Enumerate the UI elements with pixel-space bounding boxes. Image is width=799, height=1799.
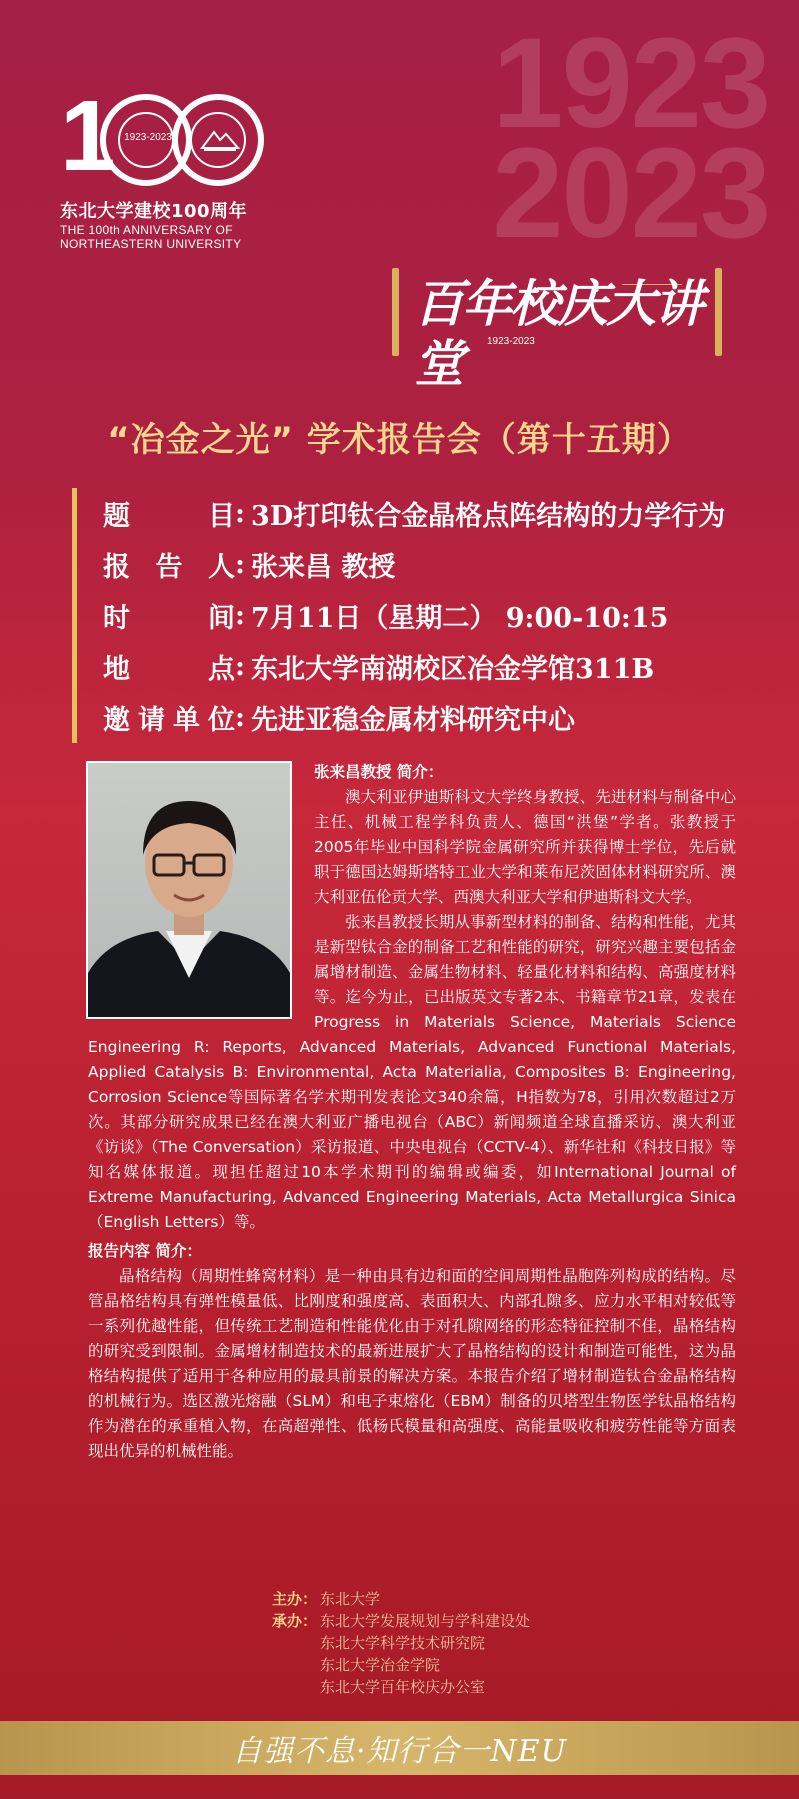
organizer-host-label: 主办：: [272, 1590, 318, 1608]
info-label-venue: 地点: [103, 654, 235, 685]
speaker-bio: [88, 760, 736, 1464]
bio-paragraph-1: 澳大利亚伊迪斯科文大学终身教授、先进材料与制备中心主任、机械工程学科负责人、德国“洪堡”学者。张教授于2005年毕业中国科学院金属研究所并获得博士学位，先后就职于德国达姆斯塔特工业大学和莱布尼茨固体材料研究所、澳大利亚伍伦贡大学、西澳大利亚大学和伊迪斯科文大学。: [314, 788, 736, 906]
organizer-co-1: 东北大学发展规划与学科建设处: [320, 1612, 531, 1630]
centennial-logo: [60, 80, 260, 251]
info-row-host-unit: 邀请单位 : 先进亚稳金属材料研究中心: [103, 692, 799, 743]
organizer-co-3: 东北大学冶金学院: [320, 1656, 441, 1674]
logo-chinese-name: 东北大学建校100周年: [60, 201, 248, 222]
badge-bar-left: [392, 268, 399, 356]
background-year-1923: 1923: [492, 12, 769, 155]
footer-motto: 自强不息·知行合一NEU: [232, 1734, 567, 1769]
info-row-time: 时间 : 7月11日（星期二） 9:00-10:15: [103, 590, 799, 641]
background-year-2023: 2023: [492, 122, 769, 265]
info-value-venue: 东北大学南湖校区冶金学馆311B: [251, 654, 655, 685]
organizer-co-4: 东北大学百年校庆办公室: [320, 1678, 486, 1696]
info-label-host-unit: 邀请单位: [103, 705, 235, 736]
info-row-speaker: 报告人 : 张来昌 教授: [103, 539, 799, 590]
talk-info-block: [72, 488, 799, 743]
info-value-time: 7月11日（星期二） 9:00-10:15: [251, 603, 669, 634]
logo-digit-one: 1: [60, 80, 116, 192]
organizer-host-row: [272, 1588, 530, 1610]
series-title: “冶金之光” 学术报告会（第十五期）: [107, 420, 692, 460]
bio-paragraph-2: 张来昌教授长期从事新型材料的制备、结构和性能，尤其是新型钛合金的制备工艺和性能的研究，研究兴趣主要包括金属增材制造、金属生物材料、轻量化材料和结构、高强度材料等。迄今为止，已出版英文专著2本、书籍章节21章，发表在Progress in Materials Science, Materials Science Engineering R: Reports, Advanced Materials, Advanced Functional Materials, Applied Catalysis B: Environmental, Acta Materialia, Composites B: Engineering, Corrosion Science等国际著名学术期刊发表论文340余篇，H指数为78，引用次数超过2万次。其部分研究成果已经在澳大利亚广播电视台（ABC）新闻频道全球直播采访、澳大利亚《访谈》（The Conversation）采访报道、中央电视台（CCTV-4）、新华社和《科技日报》等知名媒体报道。现担任超过10本学术期刊的编辑或编委，如International Journal of Extreme Manufacturing, Advanced Engineering Materials, Acta Metallurgica Sinica （English Letters）等。: [88, 913, 736, 1231]
organizer-co-row: [272, 1610, 530, 1632]
mountain-icon: [200, 126, 240, 152]
info-label-speaker: 报告人: [103, 552, 235, 583]
info-value-speaker: 张来昌 教授: [251, 552, 396, 583]
logo-years: 1923-2023: [124, 132, 172, 143]
logo-english-line-1: THE 100th ANNIVERSARY OF: [60, 223, 233, 237]
organizers: [272, 1588, 530, 1698]
content-paragraph: 晶格结构（周期性蜂窝材料）是一种由具有边和面的空间周期性晶胞阵列构成的结构。尽管晶格结构具有弹性模量低、比刚度和强度高、表面积大、内部孔隙多、应力水平相对较低等一系列优越性能，但传统工艺制造和性能优化由于对孔隙网络的形态特征控制不佳，晶格结构的研究受到限制。金属增材制造技术的最新进展扩大了晶格结构的设计和制造可能性，这为晶格结构提供了适用于各种应用的最具前景的解决方案。本报告介绍了增材制造钛合金晶格结构的机械行为。选区激光熔融（SLM）和电子束熔化（EBM）制备的贝塔型生物医学钛晶格结构作为潜在的承重植入物，在高超弹性、低杨氏模量和高强度、高能量吸收和疲劳性能等方面表现出优异的机械性能。: [88, 1267, 736, 1460]
info-label-topic: 题目: [103, 501, 235, 532]
info-label-time: 时间: [103, 603, 235, 634]
centennial-emblem: [60, 80, 260, 192]
organizer-host: 东北大学: [320, 1590, 381, 1608]
organizer-co-label: 承办：: [272, 1612, 318, 1630]
info-row-venue: 地点 : 东北大学南湖校区冶金学馆311B: [103, 641, 799, 692]
info-row-topic: 题目 : 3D打印钛合金晶格点阵结构的力学行为: [103, 488, 799, 539]
logo-english-line-2: NORTHEASTERN UNIVERSITY: [60, 237, 242, 251]
lecture-badge: [392, 268, 722, 393]
lecture-badge-years: 1923-2023: [487, 336, 535, 347]
organizer-co-2: 东北大学科学技术研究院: [320, 1634, 486, 1652]
content-heading: 报告内容 简介：: [88, 1242, 202, 1260]
info-value-host-unit: 先进亚稳金属材料研究中心: [251, 705, 575, 736]
bio-heading: 张来昌教授 简介：: [314, 763, 444, 781]
info-value-topic: 3D打印钛合金晶格点阵结构的力学行为: [251, 501, 726, 532]
lecture-badge-title: 百年校庆大讲堂: [414, 274, 702, 393]
